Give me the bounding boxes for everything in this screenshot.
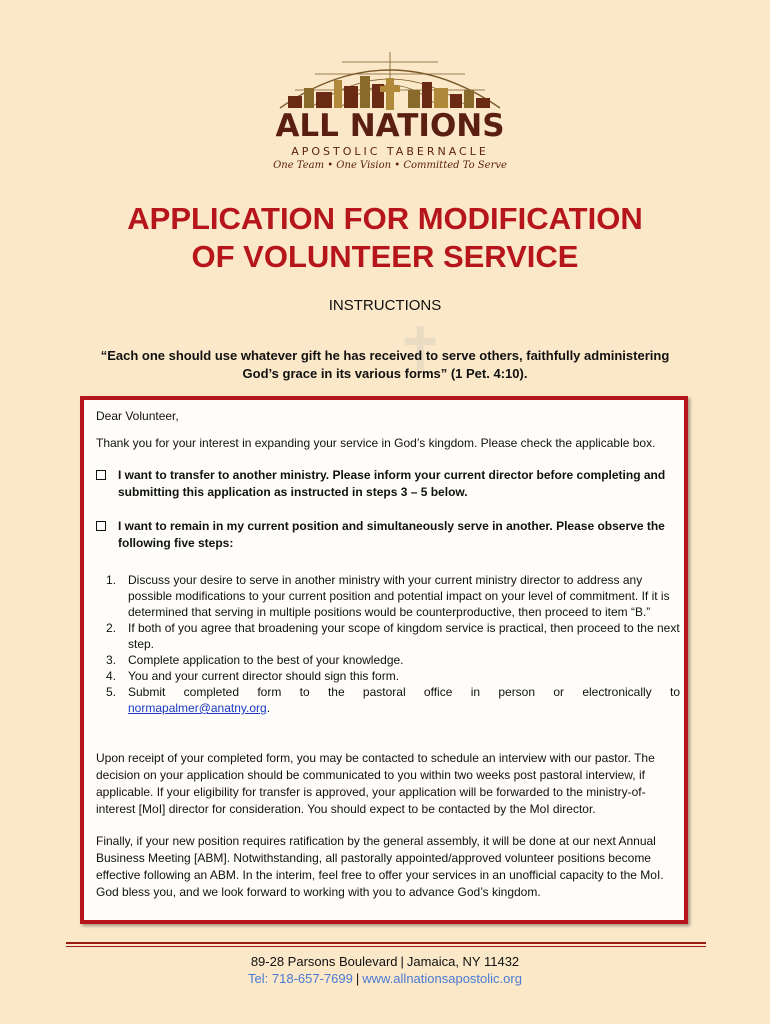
step-text: Submit completed form to the pastoral office in person or electronically to	[128, 685, 680, 699]
logo-name: ALL NATIONS	[275, 108, 505, 144]
remain-checkbox[interactable]	[96, 521, 106, 531]
step-text: You and your current director should sign this form.	[128, 669, 400, 683]
thanks-text: Thank you for your interest in expanding your service in God’s kingdom. Please check the applicable box.	[96, 436, 656, 450]
bible-verse	[70, 347, 700, 383]
title-line-2: OF VOLUNTEER SERVICE	[191, 239, 579, 274]
telephone: Tel: 718-657-7699	[248, 971, 353, 986]
steps-list	[106, 572, 680, 716]
list-item: 4. You and your current director should sign this form.	[106, 669, 400, 683]
list-item: 3. Complete application to the best of your knowledge.	[106, 653, 404, 667]
logo	[270, 50, 510, 180]
salutation: Dear Volunteer,	[96, 409, 179, 423]
website-link[interactable]: www.allnationsapostolic.org	[362, 971, 522, 986]
option-remain	[96, 518, 680, 552]
paragraph-ratification: Finally, if your new position requires ratification by the general assembly, it will be done at our next Annual Business Meeting [ABM]. Notwithstanding, all pastorally appointed/approved volunteer positions become effective following an ABM. In the interim, feel free to offer your services in an unofficial capacity to the MoI. God bless you, and we look forward to working with you to advance God’s kingdom.	[96, 834, 664, 899]
step-text: Discuss your desire to serve in another ministry with your current ministry director to address any possible modifications to your current position and potential impact on your level of commitment. If it is determined that serving in multiple positions would be counterproductive, then proceed to item “B.”	[128, 573, 670, 619]
list-item: 1. Discuss your desire to serve in another ministry with your current ministry director to address any possible modifications to your current position and potential impact on your level of commitment. If it is determined that serving in multiple positions would be counterproductive, then proceed to item “B.”	[106, 573, 670, 619]
list-item: 5. Submit completed form to the pastoral office in person or electronically to normapalmer@anatny.org.	[106, 685, 680, 715]
email-link[interactable]: normapalmer@anatny.org	[128, 701, 267, 715]
street-address: 89-28 Parsons Boulevard	[250, 954, 398, 969]
option-transfer	[96, 467, 680, 501]
footer-contact: Tel: 718-657-7699 | www.allnationsapostolic.org	[248, 971, 522, 986]
verse-line-2: God’s grace in its various forms” (1 Pet. 4:10).	[242, 366, 528, 381]
page-title	[60, 200, 710, 276]
step-text: If both of you agree that broadening your scope of kingdom service is practical, then proceed to the next step.	[128, 621, 680, 651]
footer-divider-thin	[66, 946, 706, 947]
logo-tagline: One Team • One Vision • Committed To Serve	[273, 160, 507, 171]
title-line-1: APPLICATION FOR MODIFICATION	[127, 201, 643, 236]
transfer-checkbox[interactable]	[96, 470, 106, 480]
option-remain-label: I want to remain in my current position and simultaneously serve in another. Please observe the following five steps:	[118, 519, 665, 550]
footer-divider	[66, 942, 706, 944]
watermark-icon: ✝	[395, 315, 446, 385]
option-transfer-label: I want to transfer to another ministry. Please inform your current director before completing and submitting this application as instructed in steps 3 – 5 below.	[118, 468, 666, 499]
paragraph-receipt: Upon receipt of your completed form, you may be contacted to schedule an interview with our pastor. The decision on your application should be communicated to you within two weeks post pastoral interview, if applicable. If your eligibility for transfer is approved, your application will be forwarded to the ministry-of-interest [MoI] director for consideration. You should expect to be contacted by the MoI director.	[96, 751, 655, 816]
instructions-heading: INSTRUCTIONS	[328, 297, 442, 314]
logo-subtitle: APOSTOLIC TABERNACLE	[291, 145, 489, 158]
step-text: Complete application to the best of your knowledge.	[128, 653, 404, 667]
city-address: Jamaica, NY 11432	[406, 954, 520, 969]
footer-address: 89-28 Parsons Boulevard | Jamaica, NY 11432	[250, 954, 520, 969]
instructions-box	[80, 396, 688, 924]
list-item: 2. If both of you agree that broadening your scope of kingdom service is practical, then proceed to the next step.	[106, 621, 680, 651]
verse-line-1: “Each one should use whatever gift he has received to serve others, faithfully administering	[100, 348, 670, 363]
globe-skyline-icon	[270, 50, 510, 110]
